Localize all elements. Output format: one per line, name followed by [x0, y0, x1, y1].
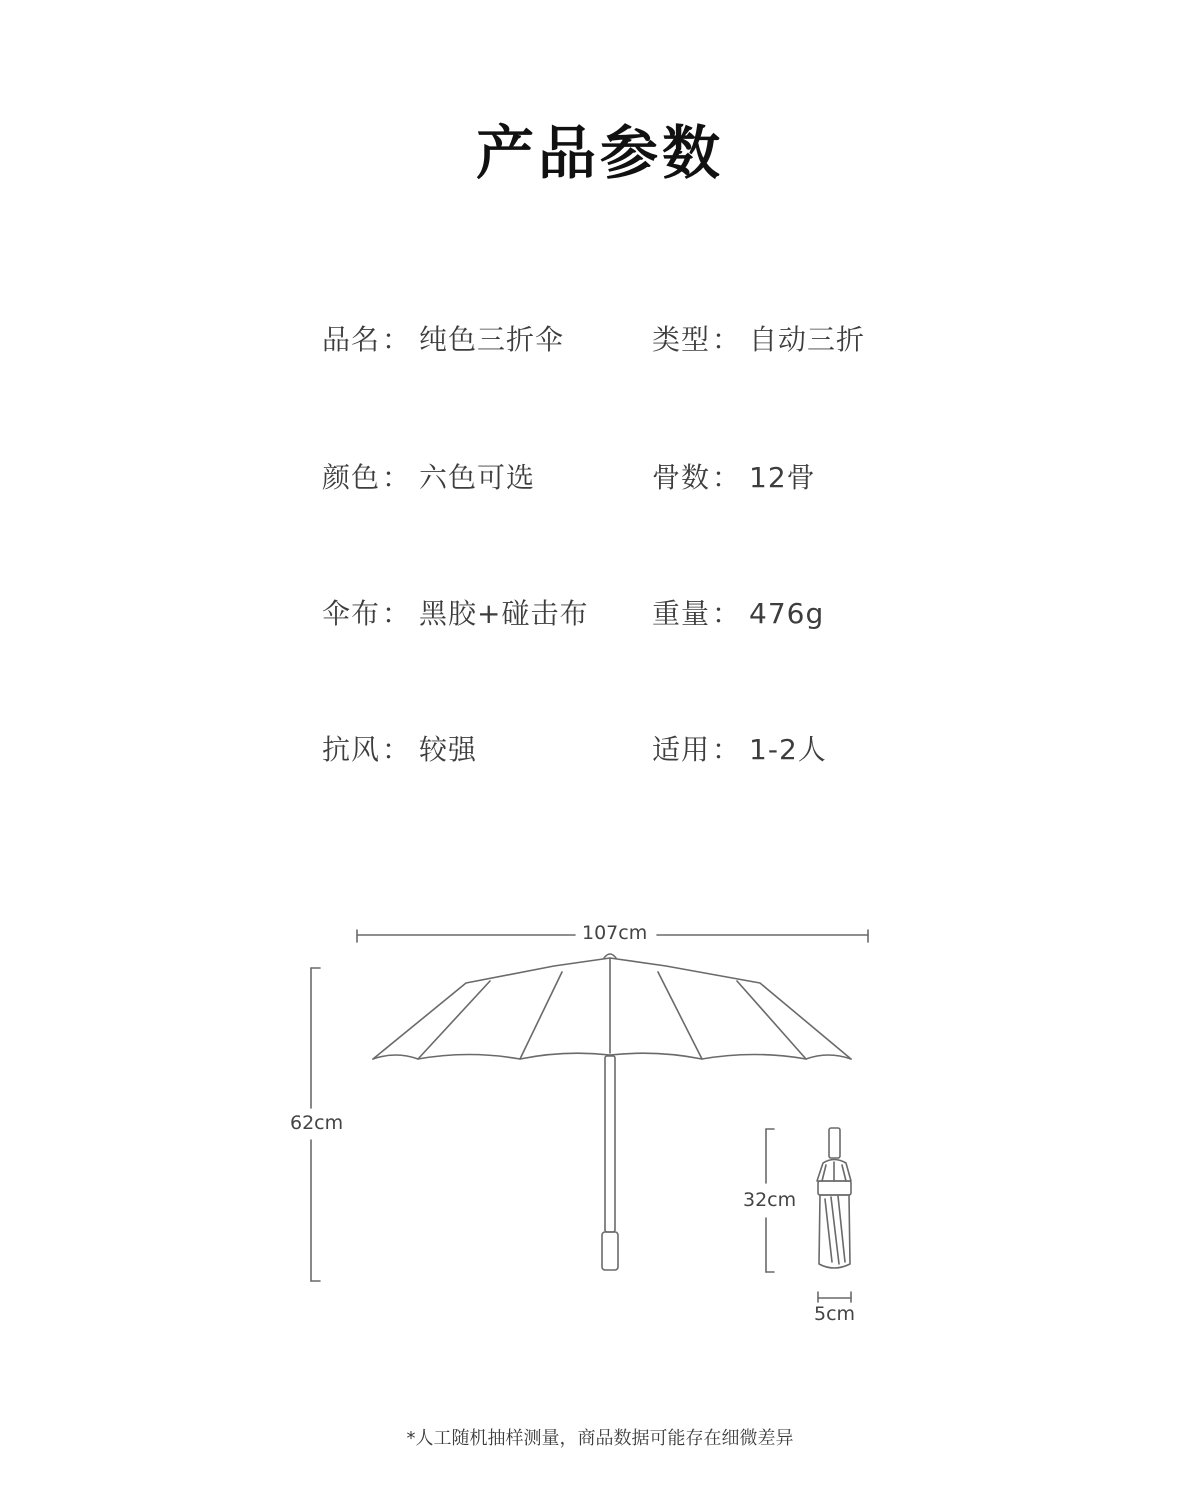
page-title: 产品参数	[475, 119, 724, 187]
folded-width-label: 5cm	[814, 1303, 856, 1325]
spec-separator: ：	[382, 323, 412, 356]
spec-label: 类型	[652, 323, 711, 356]
spec-value: 自动三折	[749, 323, 866, 356]
folded-width-dimension-line	[818, 1292, 851, 1302]
spec-value: 纯色三折伞	[419, 323, 565, 356]
spec-separator: ：	[712, 733, 742, 766]
spec-value: 六色可选	[419, 461, 536, 494]
folded-length-label: 32cm	[743, 1189, 797, 1211]
spec-separator: ：	[382, 597, 412, 630]
spec-value: 476g	[749, 597, 825, 630]
spec-separator: ：	[712, 597, 742, 630]
measurement-footnote: *人工随机抽样测量，商品数据可能存在细微差异	[406, 1428, 794, 1449]
folded-umbrella-icon	[817, 1128, 851, 1268]
spec-separator: ：	[712, 323, 742, 356]
open-height-label: 62cm	[290, 1112, 344, 1134]
spec-label: 伞布	[322, 597, 381, 630]
spec-label: 品名	[322, 323, 381, 356]
spec-label: 颜色	[322, 461, 381, 494]
spec-label: 重量	[652, 597, 711, 630]
spec-value: 12骨	[749, 461, 816, 494]
open-umbrella-icon	[373, 954, 851, 1270]
spec-value: 1-2人	[749, 733, 827, 766]
spec-value: 较强	[419, 733, 478, 766]
spec-label: 抗风	[322, 733, 381, 766]
spec-label: 适用	[652, 733, 711, 766]
open-width-label: 107cm	[582, 922, 648, 944]
spec-label: 骨数	[652, 461, 711, 494]
spec-separator: ：	[382, 733, 412, 766]
spec-value: 黑胶+碰击布	[419, 597, 589, 630]
spec-separator: ：	[382, 461, 412, 494]
spec-separator: ：	[712, 461, 742, 494]
